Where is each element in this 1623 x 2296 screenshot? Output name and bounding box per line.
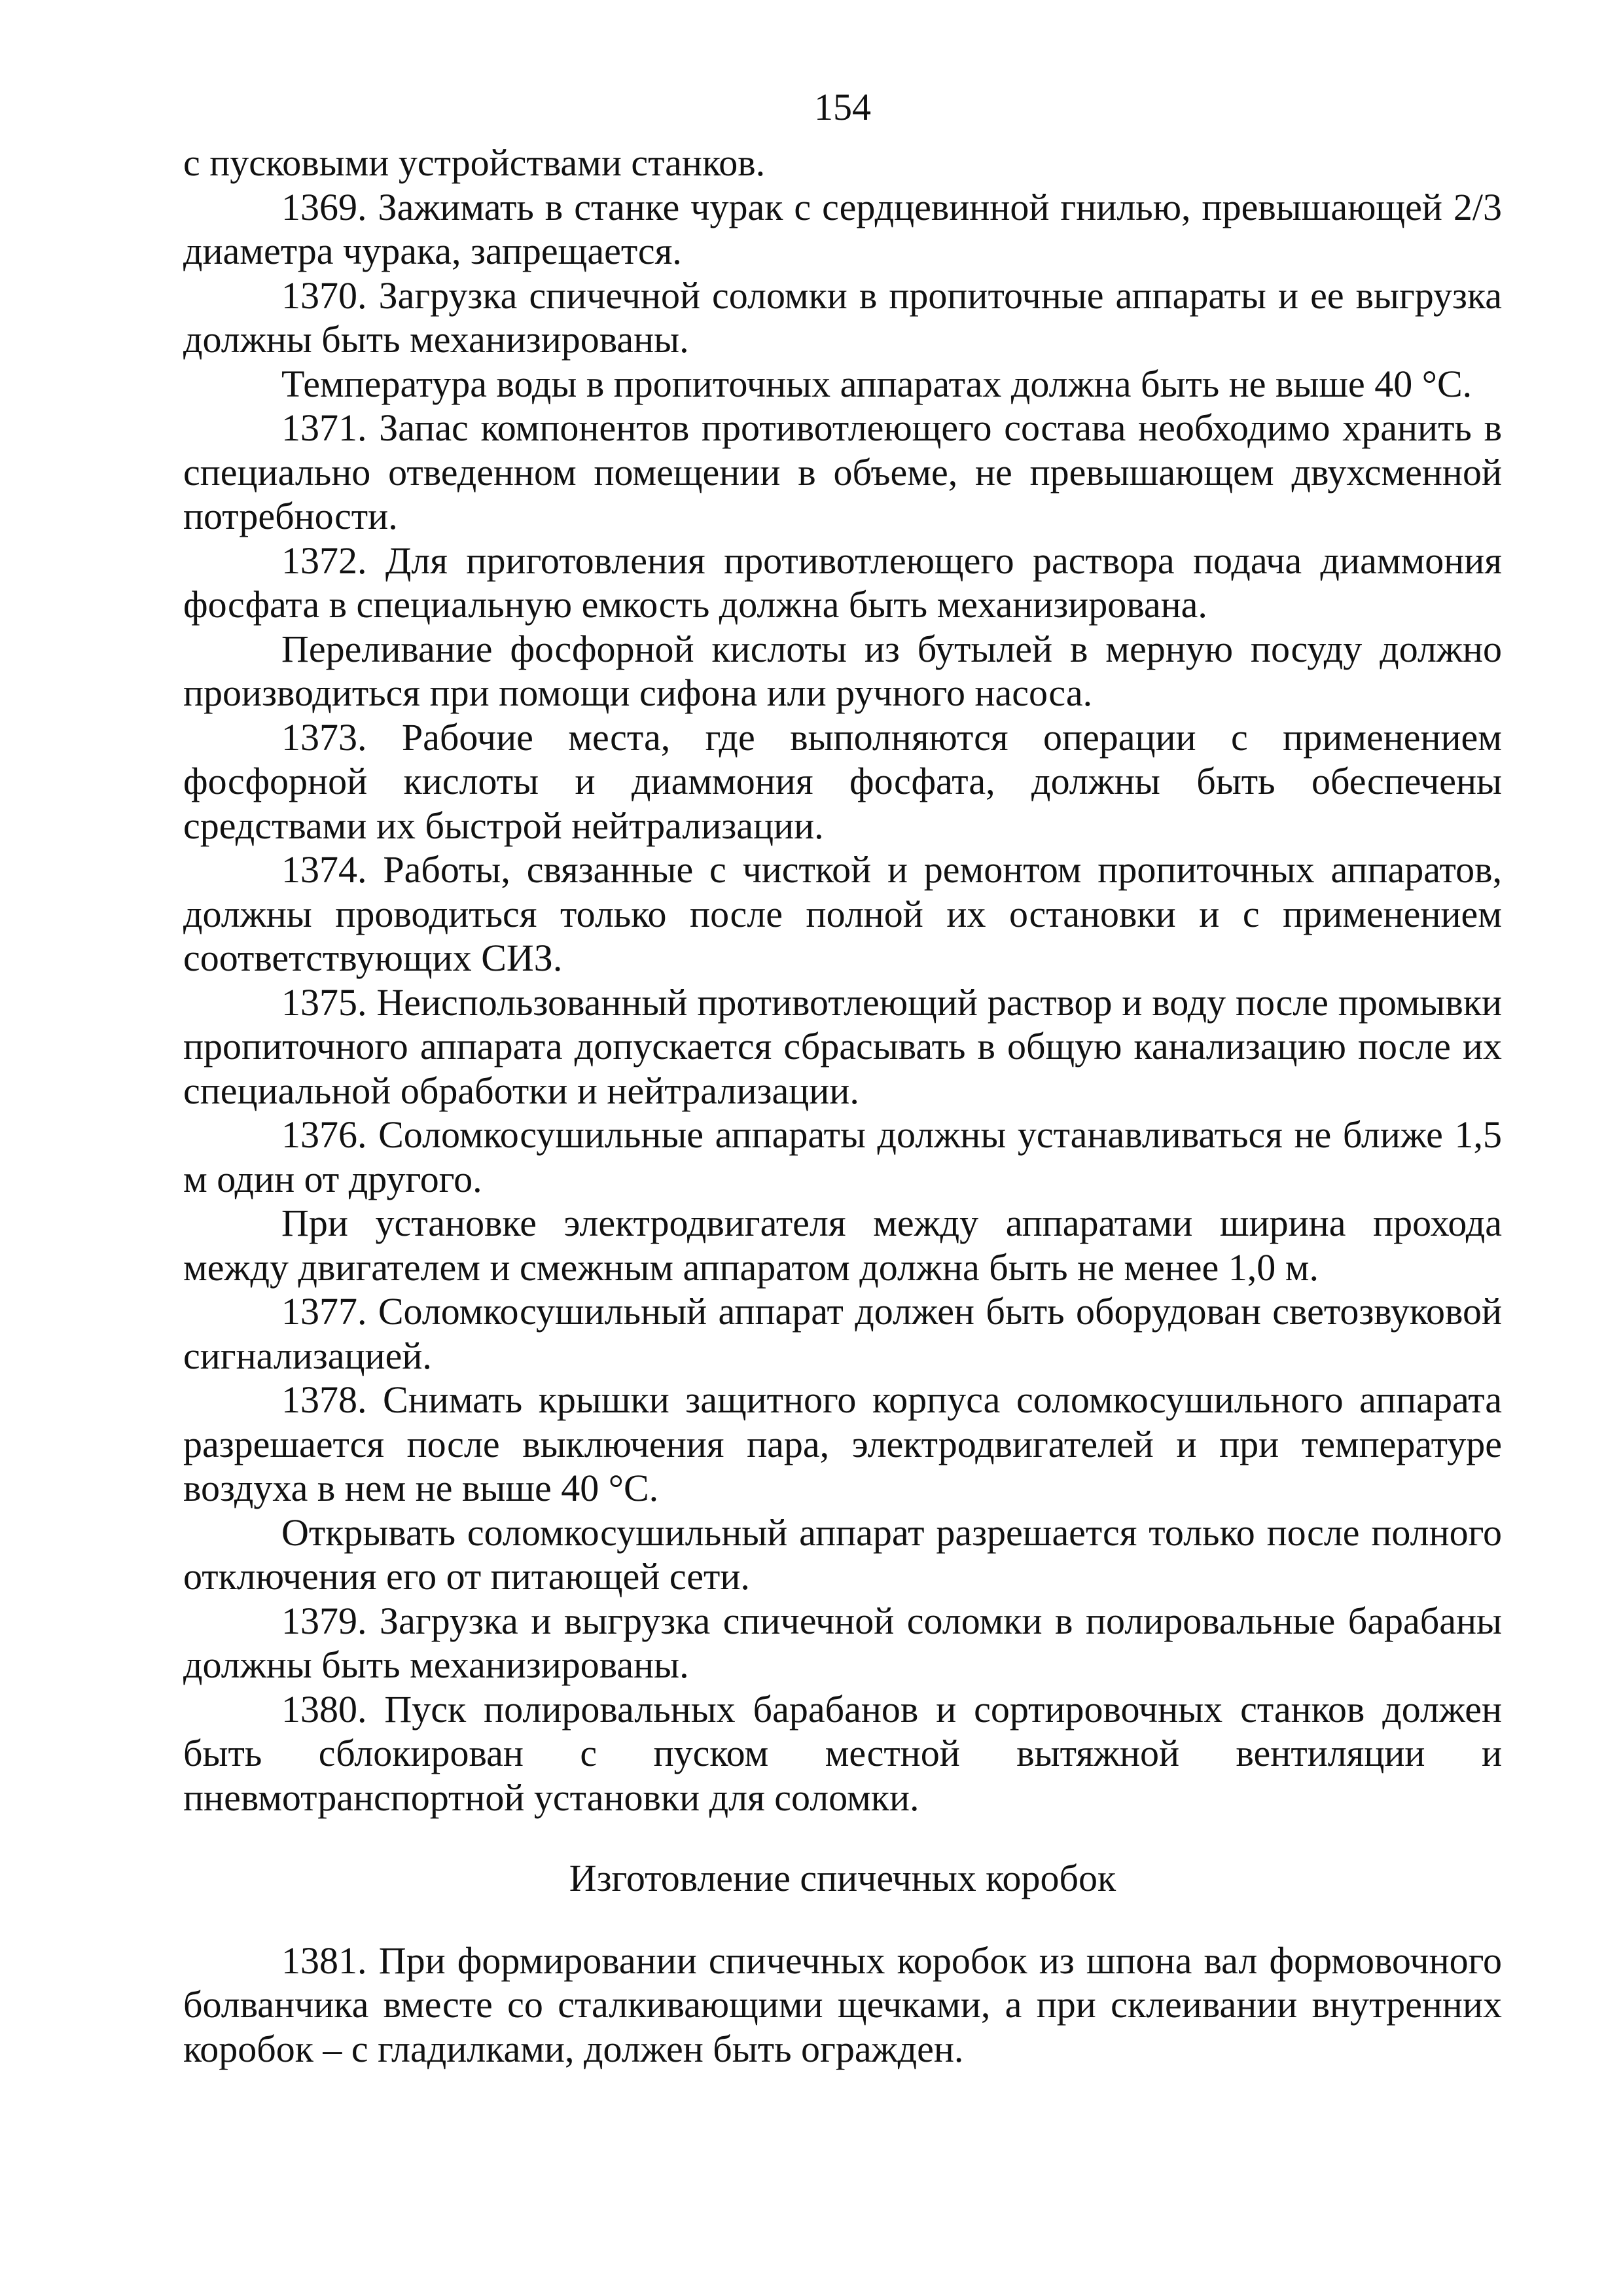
paragraph: 1379. Загрузка и выгрузка спичечной соломки в полировальные барабаны должны быть механизированы. (183, 1599, 1502, 1686)
paragraph: 1371. Запас компонентов противотлеющего состава необходимо хранить в специально отведенном помещении в объеме, не превышающем двухсменной потребности. (183, 406, 1502, 537)
paragraph: 1378. Снимать крышки защитного корпуса соломкосушильного аппарата разрешается после выключения пара, электродвигателей и при температуре воздуха в нем не выше 40 °С. (183, 1378, 1502, 1509)
paragraph: 1377. Соломкосушильный аппарат должен быть оборудован светозвуковой сигнализацией. (183, 1290, 1502, 1377)
paragraph: Температура воды в пропиточных аппаратах должна быть не выше 40 °С. (281, 362, 1472, 405)
paragraph: 1372. Для приготовления противотлеющего раствора подача диаммония фосфата в специальную емкость должна быть механизирована. (183, 539, 1502, 626)
paragraph: 1373. Рабочие места, где выполняются операции с применением фосфорной кислоты и диаммония фосфата, должны быть обеспечены средствами их быстрой нейтрализации. (183, 715, 1502, 847)
document-page (183, 85, 1502, 2071)
paragraph: 1380. Пуск полировальных барабанов и сортировочных станков должен быть сблокирован с пуском местной вытяжной вентиляции и пневмотранспортной установки для соломки. (183, 1687, 1502, 1819)
paragraph: 1376. Соломкосушильные аппараты должны устанавливаться не ближе 1,5 м один от другого. (183, 1113, 1502, 1200)
paragraph: 1381. При формировании спичечных коробок из шпона вал формовочного болванчика вместе со сталкивающими щечками, а при склеивании внутренних коробок – с гладилками, должен быть огражден. (183, 1939, 1502, 2070)
paragraph: 1375. Неиспользованный противотлеющий раствор и воду после промывки пропиточного аппарата допускается сбрасывать в общую канализацию после их специальной обработки и нейтрализации. (183, 980, 1502, 1112)
paragraph: Переливание фосфорной кислоты из бутылей в мерную посуду должно производиться при помощи сифона или ручного насоса. (183, 627, 1502, 714)
paragraph: 1369. Зажимать в станке чурак с сердцевинной гнилью, превышающей 2/3 диаметра чурака, запрещается. (183, 185, 1502, 272)
paragraph: Открывать соломкосушильный аппарат разрешается только после полного отключения его от питающей сети. (183, 1511, 1502, 1598)
paragraph: 1374. Работы, связанные с чисткой и ремонтом пропиточных аппаратов, должны проводиться только после полной их остановки и с применением соответствующих СИЗ. (183, 848, 1502, 979)
section-heading: Изготовление спичечных коробок (569, 1857, 1116, 1899)
paragraph: При установке электродвигателя между аппаратами ширина прохода между двигателем и смежным аппаратом должна быть не менее 1,0 м. (183, 1202, 1502, 1289)
paragraph: с пусковыми устройствами станков. (183, 141, 766, 184)
paragraph: 1370. Загрузка спичечной соломки в пропиточные аппараты и ее выгрузка должны быть механизированы. (183, 274, 1502, 361)
page-number: 154 (814, 86, 871, 128)
body-text-after (183, 1939, 1502, 2072)
body-text-before (183, 141, 1502, 1820)
